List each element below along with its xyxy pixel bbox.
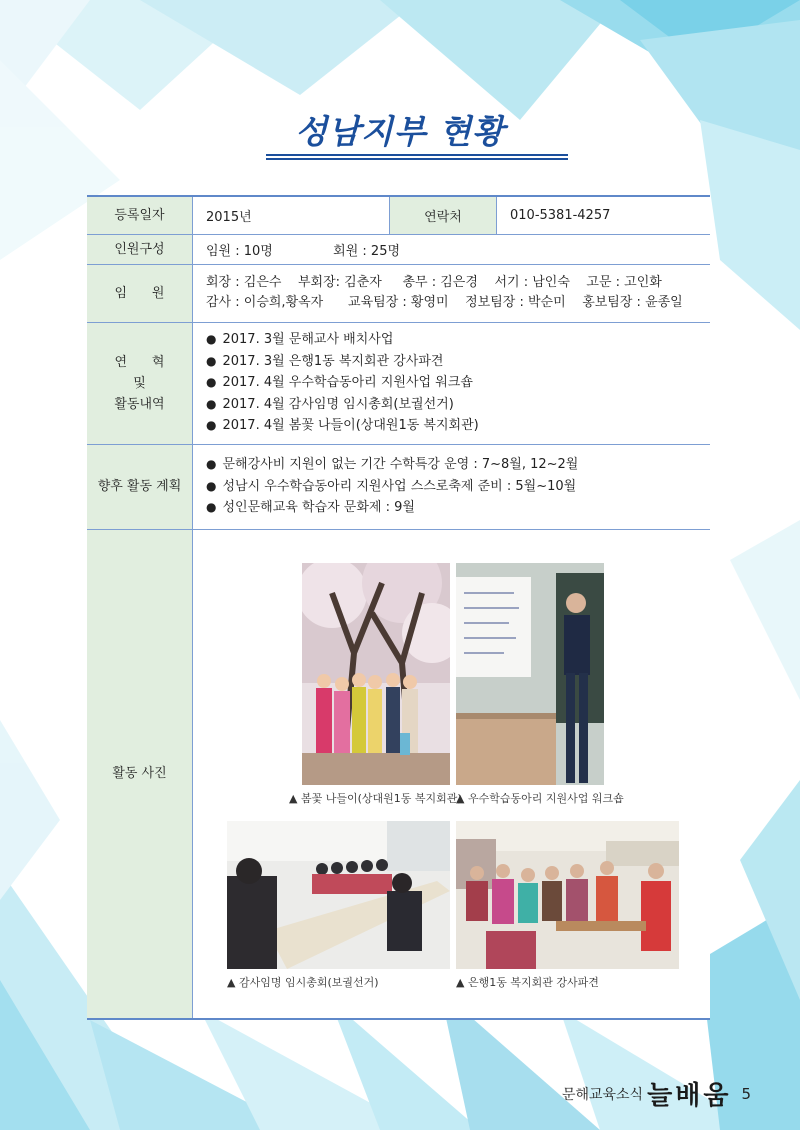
history-label-line-2: 및 bbox=[133, 375, 146, 391]
row-plans bbox=[87, 444, 710, 529]
row-registration bbox=[87, 196, 710, 234]
history-value bbox=[193, 322, 711, 444]
members-label: 인원구성 bbox=[87, 234, 193, 264]
list-item: ● 성남시 우수학습동아리 지원사업 스스로축제 준비 : 5월~10월 bbox=[206, 478, 577, 494]
contact-label: 연락처 bbox=[390, 196, 497, 234]
title-underline bbox=[266, 154, 568, 160]
members-value bbox=[193, 234, 711, 264]
caption-workshop: ▲ 우수학습동아리 지원사업 워크숍 bbox=[456, 791, 624, 805]
history-list bbox=[193, 329, 710, 437]
plans-value bbox=[193, 444, 711, 529]
history-label-line-3: 활동내역 bbox=[114, 396, 165, 412]
photos-cell bbox=[193, 529, 711, 1019]
officers-line-2: 감사 : 이승희,황옥자 교육팀장 : 황영미 정보팀장 : 박순미 홍보팀장 : 윤종일 bbox=[206, 295, 683, 310]
photo-grid bbox=[193, 531, 710, 1017]
officers-value bbox=[193, 264, 711, 322]
officers-label: 임 원 bbox=[87, 264, 193, 322]
members-general: 회원 : 25명 bbox=[333, 243, 401, 259]
row-photos bbox=[87, 529, 710, 1019]
photo-spring-outing bbox=[302, 563, 450, 785]
branch-info-table bbox=[87, 195, 710, 1020]
history-label-line-1: 연 혁 bbox=[114, 354, 165, 370]
reg-date-label: 등록일자 bbox=[87, 196, 193, 234]
list-item: ● 2017. 4월 봄꽃 나들이(상대원1동 복지회관) bbox=[206, 418, 479, 434]
publication-name: 문해교육소식 bbox=[561, 1086, 644, 1103]
row-members bbox=[87, 234, 710, 264]
row-history bbox=[87, 322, 710, 444]
photo-workshop bbox=[456, 563, 604, 785]
list-item: ● 2017. 3월 문해교사 배치사업 bbox=[206, 332, 394, 348]
plans-label: 향후 활동 계획 bbox=[87, 444, 193, 529]
contact-value: 010-5381-4257 bbox=[497, 196, 711, 234]
history-label bbox=[87, 322, 193, 444]
page-footer bbox=[562, 1075, 751, 1112]
row-officers bbox=[87, 264, 710, 322]
photo-general-meeting bbox=[227, 821, 450, 969]
list-item: ● 2017. 3월 은행1동 복지회관 강사파견 bbox=[206, 353, 444, 369]
plans-list bbox=[193, 454, 710, 519]
photo-class-dispatch bbox=[456, 821, 679, 969]
list-item: ● 2017. 4월 감사임명 임시총회(보궐선거) bbox=[206, 396, 454, 412]
list-item: ● 2017. 4월 우수학습동아리 지원사업 워크숍 bbox=[206, 375, 473, 391]
caption-spring-outing: ▲ 봄꽃 나들이(상대원1동 복지회관) bbox=[289, 791, 462, 805]
reg-date-value: 2015년 bbox=[193, 196, 390, 234]
photos-label: 활동 사진 bbox=[87, 529, 193, 1019]
page-title: 성남지부 현황 bbox=[295, 112, 505, 151]
list-item: ● 성인문해교육 학습자 문화제 : 9월 bbox=[206, 500, 415, 516]
caption-general-meeting: ▲ 감사임명 임시총회(보궐선거) bbox=[227, 975, 379, 989]
list-item: ● 문해강사비 지원이 없는 기간 수학특강 운영 : 7~8월, 12~2월 bbox=[206, 457, 579, 473]
members-officers: 임원 : 10명 bbox=[206, 243, 273, 259]
officers-line-1: 회장 : 김은수 부회장: 김춘자 총무 : 김은경 서기 : 남인숙 고문 : 고인화 bbox=[206, 275, 662, 290]
caption-class-dispatch: ▲ 은행1동 복지회관 강사파견 bbox=[456, 975, 599, 989]
publication-logo: 늘배움 bbox=[647, 1081, 732, 1111]
page-number: 5 bbox=[741, 1084, 751, 1103]
